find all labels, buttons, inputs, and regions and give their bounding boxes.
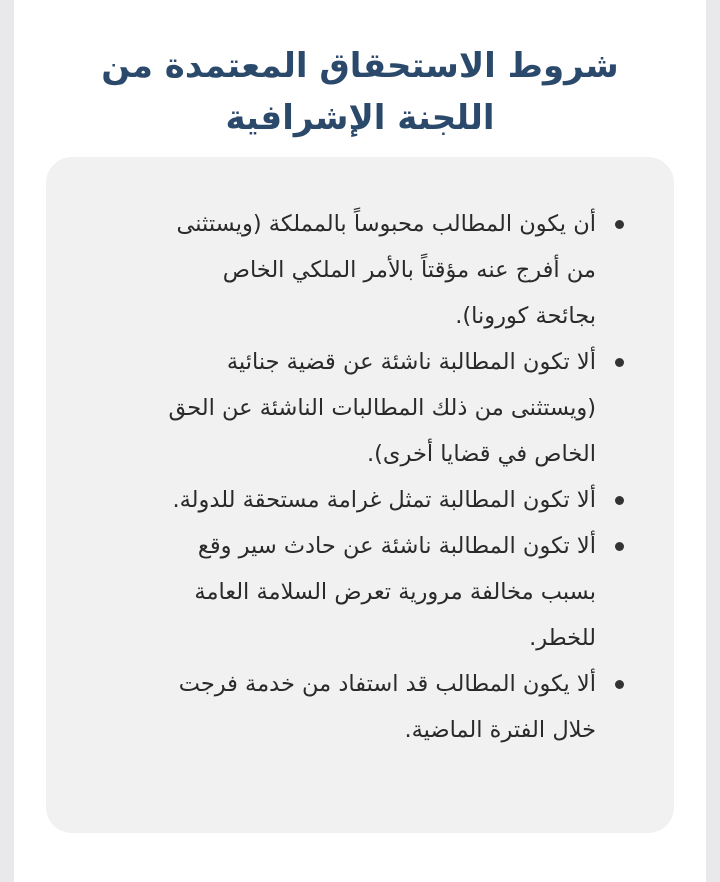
condition-item bbox=[156, 661, 626, 753]
conditions-panel bbox=[46, 157, 674, 833]
condition-text: ألا يكون المطالب قد استفاد من خدمة فرجت خلال الفترة الماضية. bbox=[178, 671, 596, 743]
bullet-icon bbox=[615, 680, 624, 689]
condition-item bbox=[156, 477, 626, 523]
condition-item bbox=[156, 339, 626, 477]
bullet-icon bbox=[615, 496, 624, 505]
bullet-icon bbox=[615, 358, 624, 367]
condition-item bbox=[156, 201, 626, 339]
conditions-list bbox=[156, 201, 626, 753]
condition-text: ألا تكون المطالبة ناشئة عن حادث سير وقع بسبب مخالفة مرورية تعرض السلامة العامة للخطر. bbox=[194, 533, 596, 651]
condition-item bbox=[156, 523, 626, 661]
condition-text: أن يكون المطالب محبوساً بالمملكة (ويستثنى من أفرج عنه مؤقتاً بالأمر الملكي الخاص بجائحة كورونا). bbox=[176, 211, 596, 329]
condition-text: ألا تكون المطالبة تمثل غرامة مستحقة للدولة. bbox=[172, 487, 596, 513]
page-title: شروط الاستحقاق المعتمدة من اللجنة الإشرافية bbox=[101, 46, 619, 138]
condition-text: ألا تكون المطالبة ناشئة عن قضية جنائية (ويستثنى من ذلك المطالبات الناشئة عن الحق الخاص في قضايا أخرى). bbox=[168, 349, 596, 467]
content-card bbox=[14, 0, 706, 882]
bullet-icon bbox=[615, 542, 624, 551]
bullet-icon bbox=[615, 220, 624, 229]
